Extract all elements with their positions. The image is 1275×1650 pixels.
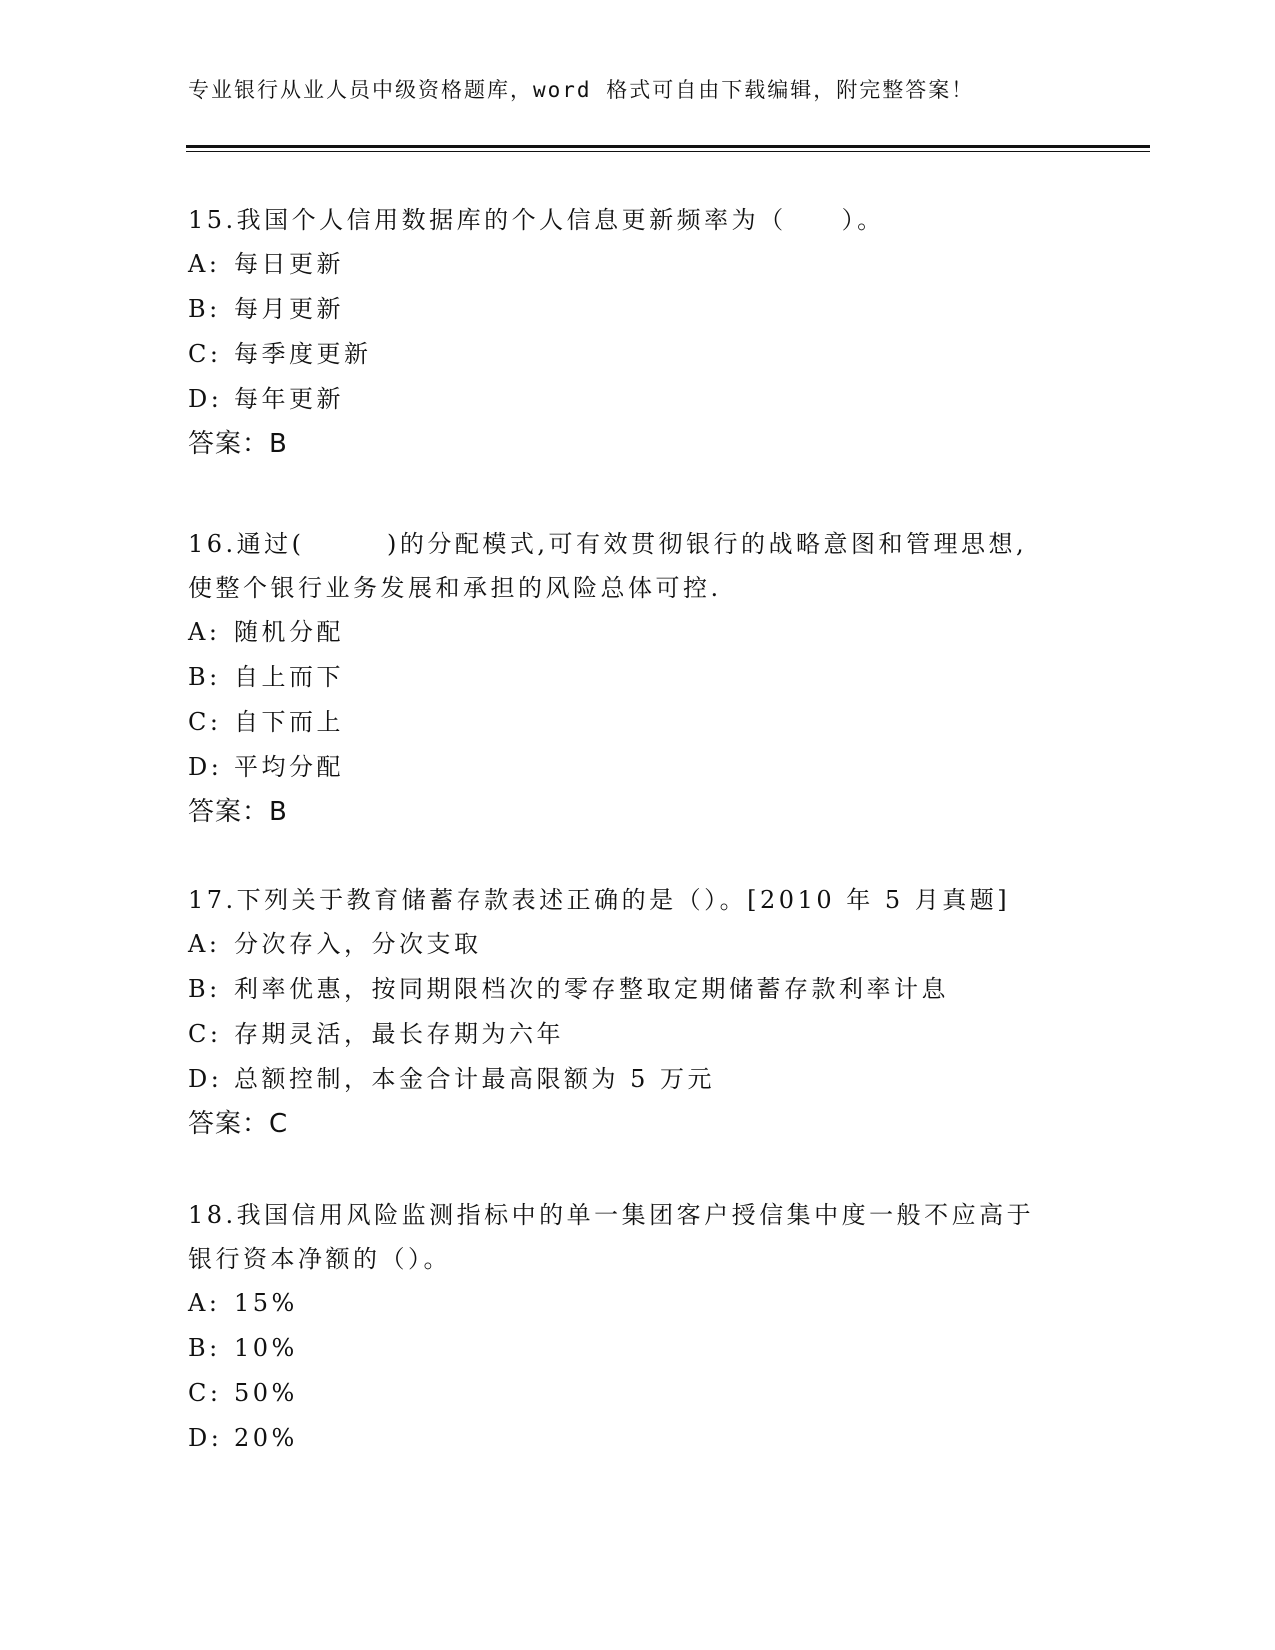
question-15 (188, 198, 1088, 467)
question-stem: 16.通过( )的分配模式,可有效贯彻银行的战略意图和管理思想, (188, 530, 1028, 558)
option-text: 随机分配 (234, 618, 344, 646)
option-b (188, 967, 1088, 1012)
option-text: 自上而下 (234, 663, 344, 691)
option-c (188, 1012, 1088, 1057)
option-letter: A: (188, 618, 221, 646)
question-17 (188, 878, 1088, 1147)
option-letter: D: (188, 385, 223, 413)
option-letter: B: (188, 1334, 221, 1362)
option-text: 50% (234, 1379, 298, 1407)
option-text: 存期灵活，最长存期为六年 (234, 1020, 564, 1048)
option-letter: D: (188, 753, 223, 781)
option-letter: C: (188, 708, 222, 736)
option-letter: C: (188, 1020, 222, 1048)
option-c (188, 1371, 1088, 1416)
option-d (188, 1416, 1088, 1461)
option-letter: A: (188, 250, 221, 278)
option-letter: D: (188, 1065, 223, 1093)
question-stem: 18.我国信用风险监测指标中的单一集团客户授信集中度一般不应高于 (188, 1201, 1035, 1229)
option-b (188, 1326, 1088, 1371)
option-text: 15% (234, 1289, 298, 1317)
question-stem: 17.下列关于教育储蓄存款表述正确的是（）。[2010 年 5 月真题] (188, 886, 1011, 914)
header-rule-thick (186, 145, 1150, 148)
option-c (188, 700, 1088, 745)
option-b (188, 287, 1088, 332)
option-letter: B: (188, 975, 221, 1003)
option-a (188, 610, 1088, 655)
option-b (188, 655, 1088, 700)
question-stem-cont: 使整个银行业务发展和承担的风险总体可控. (188, 574, 722, 602)
option-d (188, 745, 1088, 790)
option-a (188, 242, 1088, 287)
option-d (188, 1057, 1088, 1102)
option-c (188, 332, 1088, 377)
answer: 答案：C (188, 1109, 289, 1139)
option-text: 平均分配 (234, 753, 344, 781)
option-letter: C: (188, 1379, 222, 1407)
option-a (188, 922, 1088, 967)
option-letter: D: (188, 1424, 223, 1452)
option-a (188, 1281, 1088, 1326)
option-text: 每年更新 (234, 385, 344, 413)
option-text: 利率优惠，按同期限档次的零存整取定期储蓄存款利率计息 (234, 975, 949, 1003)
header-text: 专业银行从业人员中级资格题库，word 格式可自由下载编辑，附完整答案！ (188, 78, 975, 102)
answer: 答案：B (188, 429, 288, 459)
answer: 答案：B (188, 797, 288, 827)
option-letter: B: (188, 663, 221, 691)
question-stem: 15.我国个人信用数据库的个人信息更新频率为（ ）。 (188, 206, 885, 234)
option-text: 10% (234, 1334, 298, 1362)
question-16 (188, 522, 1088, 835)
option-text: 20% (234, 1424, 298, 1452)
option-letter: C: (188, 340, 222, 368)
option-text: 自下而上 (234, 708, 344, 736)
option-text: 分次存入，分次支取 (234, 930, 482, 958)
option-text: 每月更新 (234, 295, 344, 323)
question-stem-cont: 银行资本净额的（）。 (188, 1245, 451, 1273)
header-rule-thin (186, 151, 1150, 152)
option-d (188, 377, 1088, 422)
option-letter: B: (188, 295, 221, 323)
question-18 (188, 1193, 1088, 1461)
option-text: 每季度更新 (234, 340, 372, 368)
option-text: 每日更新 (234, 250, 344, 278)
option-text: 总额控制，本金合计最高限额为 5 万元 (234, 1065, 716, 1093)
option-letter: A: (188, 930, 221, 958)
option-letter: A: (188, 1289, 221, 1317)
